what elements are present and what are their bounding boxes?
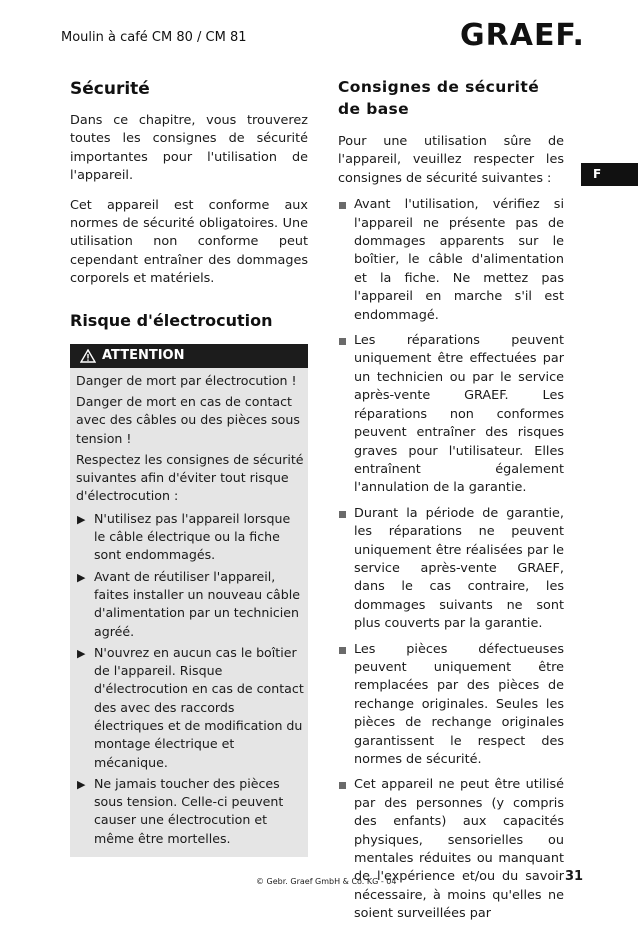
warning-body [70, 368, 308, 848]
safety-bullet-list [338, 196, 564, 923]
warning-header [70, 344, 308, 368]
warning-step [76, 775, 304, 848]
square-bullet-icon [339, 338, 346, 345]
left-column [70, 76, 308, 857]
warning-step [76, 510, 304, 565]
warning-step [76, 644, 304, 772]
list-item [338, 332, 564, 498]
triangle-arrow-icon: ▶ [77, 777, 86, 791]
triangle-arrow-icon: ▶ [77, 570, 86, 584]
right-column [338, 76, 564, 931]
warning-step-text: N'ouvrez en aucun cas le boîtier de l'appareil. Risque d'électrocution en cas de contact des avec des raccords électriques et de modification du montage électrique et mécanique. [94, 644, 304, 770]
page-number: 31 [565, 869, 584, 884]
document-title: Moulin à café CM 80 / CM 81 [61, 30, 247, 45]
square-bullet-icon [339, 202, 346, 209]
electrocution-heading: Risque d'électrocution [70, 310, 273, 330]
bullet-text: Avant l'utilisation, vérifiez si l'appareil ne présente pas de dommages apparents sur le boîtier, le câble d'alimentation et la fiche. Ne mettez pas l'appareil en marche s'il est endommagé. [354, 197, 564, 323]
warning-line: Danger de mort par électrocution ! [76, 372, 297, 388]
language-tab: F [581, 163, 638, 186]
safety-paragraph: Cet appareil est conforme aux normes de sécurité obligatoires. Une utilisation non conforme peut cependant entraîner des dommages corporels et matériels. [70, 197, 308, 287]
safety-heading: Sécurité [70, 79, 150, 99]
safety-paragraph: Dans ce chapitre, vous trouverez toutes les consignes de sécurité importantes pour l'utilisation de l'appareil. [70, 113, 308, 184]
warning-step-text: Ne jamais toucher des pièces sous tension. Celle-ci peuvent causer une électrocution et même être mortelles. [94, 775, 284, 846]
footer-copyright: © Gebr. Graef GmbH & Co. KG - 04 [256, 877, 397, 886]
square-bullet-icon [339, 782, 346, 789]
square-bullet-icon [339, 647, 346, 654]
square-bullet-icon [339, 511, 346, 518]
warning-box [70, 344, 308, 857]
bullet-text: Durant la période de garantie, les réparations ne peuvent uniquement être réalisées par le service après-vente GRAEF, dans le cas contraire, les dommages suivants ne sont plus couverts par la garantie. [354, 505, 564, 632]
warning-step-text: Avant de réutiliser l'appareil, faites installer un nouveau câble d'alimentation par un technicien agréé. [94, 568, 300, 639]
warning-step-text: N'utilisez pas l'appareil lorsque le câble électrique ou la fiche sont endommagés. [94, 510, 291, 563]
intro-paragraph: Pour une utilisation sûre de l'appareil, veuillez respecter les consignes de sécurité suivantes : [338, 134, 564, 186]
bullet-text: Les pièces défectueuses peuvent uniquement être remplacées par des pièces de rechange originales. Seules les pièces de rechange originales garantissent le respect des normes de sécurité. [354, 641, 564, 767]
warning-triangle-icon [80, 349, 96, 363]
list-item [338, 505, 564, 634]
warning-line: Danger de mort en cas de contact avec des câbles ou des pièces sous tension ! [76, 393, 300, 446]
basic-safety-heading: Consignes de sécurité de base [338, 78, 540, 118]
graef-logo: GRAEF. [460, 18, 585, 53]
bullet-text: Cet appareil ne peut être utilisé par des personnes (y compris des enfants) aux capacités physiques, sensorielles ou mentales réduites ou manquant de l'expérience et/ou du savoir nécessaire, à moins qu'elles ne soient surveillées par [354, 777, 564, 922]
warning-line: Respectez les consignes de sécurité suivantes afin d'éviter tout risque d'électrocution : [76, 451, 304, 504]
list-item [338, 776, 564, 923]
list-item [338, 641, 564, 770]
warning-step [76, 568, 304, 641]
triangle-arrow-icon: ▶ [77, 512, 86, 526]
warning-steps [76, 510, 304, 848]
bullet-text: Les réparations peuvent uniquement être effectuées par un technicien ou par le service après-vente GRAEF. Les réparations non conformes peuvent entraîner des risques graves pour l'utilisateur. Elles entraînent également l'annulation de la garantie. [354, 333, 564, 496]
list-item [338, 196, 564, 325]
triangle-arrow-icon: ▶ [77, 646, 86, 660]
warning-label: ATTENTION [102, 347, 185, 363]
